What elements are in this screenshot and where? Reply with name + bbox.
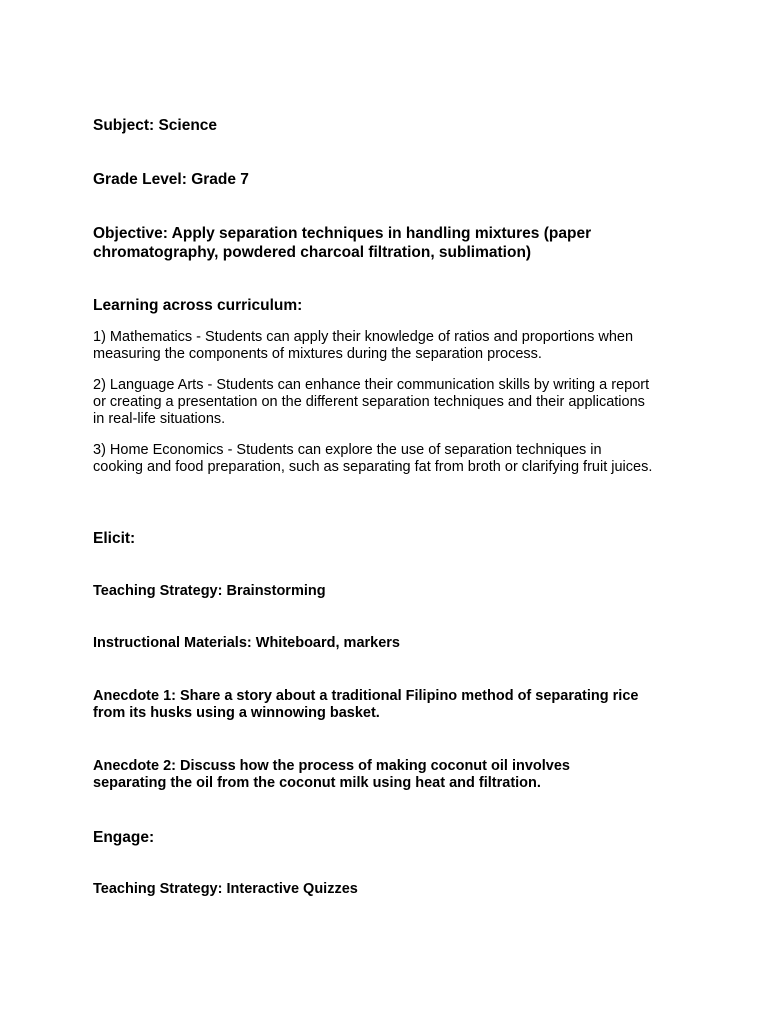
anecdote-2: Anecdote 2: Discuss how the process of making coconut oil involves separating the oil from the coconut milk using heat and filtration. xyxy=(93,758,570,791)
engage-teaching-strategy: Teaching Strategy: Interactive Quizzes xyxy=(93,881,358,897)
subject-heading: Subject: Science xyxy=(93,117,218,134)
objective-heading: Objective: Apply separation techniques in handling mixtures (paper chromatography, powdered charcoal filtration, sublimation) xyxy=(93,225,592,261)
anecdote-1: Anecdote 1: Share a story about a traditional Filipino method of separating rice from its husks using a winnowing basket. xyxy=(93,688,639,721)
learning-item-mathematics: 1) Mathematics - Students can apply their knowledge of ratios and proportions when measuring the components of mixtures during the separation process. xyxy=(93,329,634,363)
learning-across-curriculum-heading: Learning across curriculum: xyxy=(93,297,303,314)
elicit-heading: Elicit: xyxy=(93,530,136,547)
learning-item-home-economics: 3) Home Economics - Students can explore the use of separation techniques in cooking and food preparation, such as separating fat from broth or clarifying fruit juices. xyxy=(93,442,653,476)
engage-heading: Engage: xyxy=(93,829,155,846)
elicit-teaching-strategy: Teaching Strategy: Brainstorming xyxy=(93,583,326,599)
learning-item-language-arts: 2) Language Arts - Students can enhance their communication skills by writing a report or creating a presentation on the different separation techniques and their applications in real-life situations. xyxy=(93,377,650,428)
elicit-instructional-materials: Instructional Materials: Whiteboard, markers xyxy=(93,635,400,651)
grade-level-heading: Grade Level: Grade 7 xyxy=(93,171,249,188)
